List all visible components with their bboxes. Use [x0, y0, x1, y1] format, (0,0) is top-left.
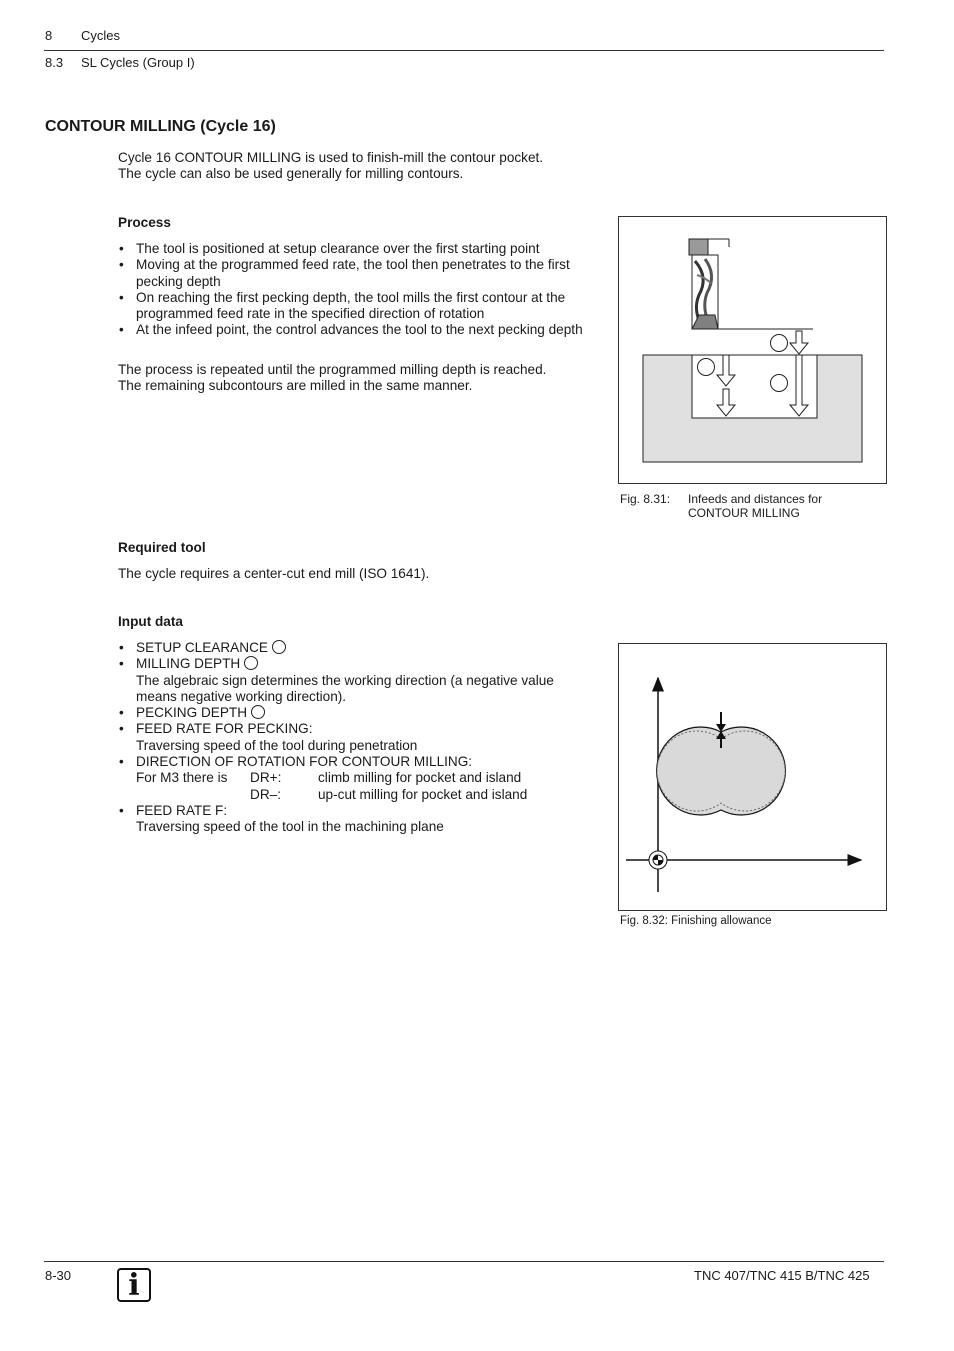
process-list	[118, 241, 588, 339]
dr-minus-text: up-cut milling for pocket and island	[318, 786, 528, 802]
intro-paragraph	[118, 150, 598, 183]
figure-finishing-allowance	[618, 643, 887, 911]
chapter-number: 8	[45, 28, 53, 43]
process-paragraph	[118, 362, 598, 395]
page-number: 8-30	[45, 1268, 72, 1283]
dr-plus-text: climb milling for pocket and island	[318, 770, 522, 786]
input-data-heading: Input data	[118, 614, 183, 629]
intro-line-2: The cycle can also be used generally for milling contours.	[118, 166, 464, 182]
list-item: • At the infeed point, the control advances the tool to the next pecking depth	[118, 322, 588, 338]
milling-depth-note: The algebraic sign determines the working direction (a negative value means negative working direction).	[136, 672, 554, 704]
list-item: • The tool is positioned at setup clearance over the first starting point	[118, 241, 588, 257]
circle-marker-setup	[771, 335, 788, 352]
section-number: 8.3	[45, 55, 64, 70]
fig2-caption: Fig. 8.32: Finishing allowance	[620, 915, 772, 927]
chapter-title: Cycles	[81, 28, 121, 43]
process-heading: Process	[118, 215, 171, 230]
required-tool-heading: Required tool	[118, 540, 206, 555]
circle-marker-icon	[251, 705, 265, 719]
process-para-line-2: The remaining subcontours are milled in the same manner.	[118, 378, 473, 394]
feed-f-note: Traversing speed of the tool in the machining plane	[136, 819, 444, 835]
dr-plus-label: DR+:	[250, 770, 282, 786]
list-item	[118, 721, 593, 754]
footer-rule	[44, 1261, 884, 1262]
required-tool-text: The cycle requires a center-cut end mill (ISO 1641).	[118, 566, 430, 581]
list-item: • On reaching the first pecking depth, the tool mills the first contour at the programmed feed rate in the specified direction of rotation	[118, 290, 588, 323]
pecking-depth-label: PECKING DEPTH	[136, 705, 248, 721]
feed-pecking-label: • FEED RATE FOR PECKING:	[136, 721, 313, 737]
circle-marker-pecking	[698, 359, 715, 376]
feed-f-label: • FEED RATE F:	[136, 802, 228, 818]
info-icon: i	[117, 1268, 151, 1302]
figure-infeeds	[618, 216, 887, 484]
page-title: CONTOUR MILLING (Cycle 16)	[45, 118, 276, 135]
header-rule	[44, 50, 884, 51]
fig1-caption-line-1: Infeeds and distances for	[688, 492, 823, 506]
list-item	[118, 656, 593, 705]
list-item	[118, 705, 593, 721]
process-para-line-1: The process is repeated until the programmed milling depth is reached.	[118, 362, 547, 377]
list-item	[118, 640, 593, 656]
section-title: SL Cycles (Group I)	[81, 55, 195, 70]
fig1-label: Fig. 8.31:	[620, 492, 671, 506]
dr-minus-row	[136, 787, 593, 803]
input-data-list	[118, 640, 593, 836]
fig1-caption-line-2: CONTOUR MILLING	[688, 506, 800, 520]
tool-shank	[689, 239, 708, 255]
dr-plus-row	[136, 770, 593, 786]
finishing-allowance-diagram	[619, 644, 886, 910]
model-name: TNC 407/TNC 415 B/TNC 425	[694, 1268, 870, 1283]
fig1-caption	[688, 492, 822, 520]
circle-marker-depth	[771, 375, 788, 392]
circle-marker-icon	[272, 640, 286, 654]
milling-depth-label: MILLING DEPTH	[136, 656, 241, 672]
dr-minus-label: DR–:	[250, 786, 281, 802]
list-item: • Moving at the programmed feed rate, the tool then penetrates to the first pecking depth	[118, 257, 588, 290]
direction-label: • DIRECTION OF ROTATION FOR CONTOUR MILLING:	[136, 754, 473, 770]
list-item	[118, 754, 593, 803]
intro-line-1: Cycle 16 CONTOUR MILLING is used to finish-mill the contour pocket.	[118, 150, 544, 165]
setup-clearance-label: SETUP CLEARANCE	[136, 640, 268, 655]
arrow-setup	[790, 331, 808, 354]
circle-marker-icon	[244, 656, 258, 670]
infeed-diagram	[619, 217, 886, 483]
list-item	[118, 803, 593, 836]
feed-pecking-note: Traversing speed of the tool during penetration	[136, 737, 418, 753]
for-m3-label: For M3 there is	[136, 770, 228, 786]
